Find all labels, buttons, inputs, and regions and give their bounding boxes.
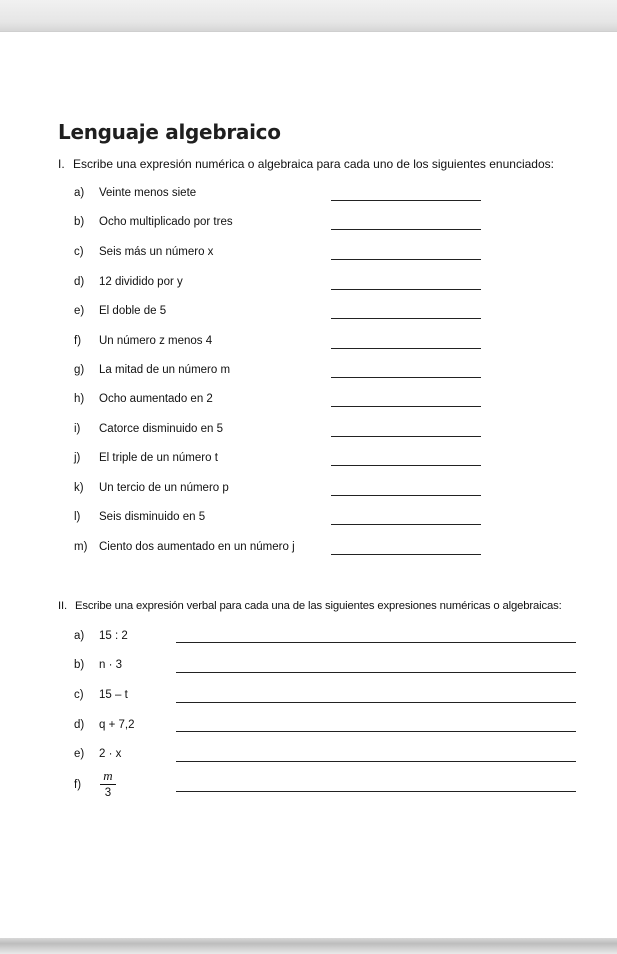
item-text: El doble de 5 — [99, 305, 167, 317]
item-letter: a) — [74, 630, 85, 642]
answer-line[interactable] — [331, 200, 481, 201]
bottom-edge — [0, 938, 617, 954]
item-expression: 2 · x — [99, 748, 122, 760]
answer-line[interactable] — [331, 554, 481, 555]
section-1-instruction: Escribe una expresión numérica o algebraica para cada uno de los siguientes enunciados: — [73, 157, 554, 171]
page-title: Lenguaje algebraico — [58, 120, 281, 144]
section-2-heading — [58, 600, 562, 612]
item-text: Un tercio de un número p — [99, 482, 229, 494]
top-edge — [0, 0, 617, 32]
item-letter: b) — [74, 659, 85, 671]
item-letter: j) — [74, 452, 81, 464]
item-text: Veinte menos siete — [99, 187, 197, 199]
answer-line[interactable] — [331, 229, 481, 230]
item-letter: e) — [74, 748, 85, 760]
fraction — [100, 769, 116, 800]
section-1-numeral: I. — [58, 157, 65, 171]
item-text: Ocho multiplicado por tres — [99, 216, 233, 228]
section-2-numeral: II. — [58, 600, 67, 612]
item-text: Seis más un número x — [99, 246, 214, 258]
item-letter: d) — [74, 719, 85, 731]
answer-line[interactable] — [331, 259, 481, 260]
item-letter: l) — [74, 511, 81, 523]
answer-line[interactable] — [176, 761, 576, 762]
item-letter: e) — [74, 305, 85, 317]
item-text: Ocho aumentado en 2 — [99, 393, 213, 405]
item-letter: c) — [74, 689, 84, 701]
answer-line[interactable] — [331, 406, 481, 407]
item-letter: i) — [74, 423, 81, 435]
item-expression: 15 : 2 — [99, 630, 128, 642]
fraction-bar — [100, 784, 116, 785]
item-letter: h) — [74, 393, 85, 405]
answer-line[interactable] — [331, 289, 481, 290]
answer-line[interactable] — [331, 465, 481, 466]
answer-line[interactable] — [331, 436, 481, 437]
answer-line[interactable] — [176, 642, 576, 643]
item-text: La mitad de un número m — [99, 364, 231, 376]
answer-line[interactable] — [176, 702, 576, 703]
item-expression: 15 – t — [99, 689, 128, 701]
item-text: Ciento dos aumentado en un número j — [99, 541, 295, 553]
item-text: 12 dividido por y — [99, 276, 183, 288]
answer-line[interactable] — [331, 495, 481, 496]
answer-line[interactable] — [331, 524, 481, 525]
item-letter: a) — [74, 187, 85, 199]
item-letter: b) — [74, 216, 85, 228]
answer-line[interactable] — [176, 731, 576, 732]
item-text: Seis disminuido en 5 — [99, 511, 206, 523]
item-letter: f) — [74, 779, 82, 791]
answer-line[interactable] — [176, 791, 576, 792]
item-expression: q + 7,2 — [99, 719, 135, 731]
section-1-heading — [58, 157, 554, 171]
item-letter: d) — [74, 276, 85, 288]
answer-line[interactable] — [331, 377, 481, 378]
section-2-instruction: Escribe una expresión verbal para cada una de las siguientes expresiones numéricas o algebraicas: — [75, 600, 562, 612]
answer-line[interactable] — [331, 318, 481, 319]
item-expression: n · 3 — [99, 659, 123, 671]
item-letter: f) — [74, 335, 82, 347]
answer-line[interactable] — [176, 672, 576, 673]
item-text: El triple de un número t — [99, 452, 218, 464]
item-letter: m) — [74, 541, 88, 553]
item-letter: c) — [74, 246, 84, 258]
item-letter: k) — [74, 482, 84, 494]
fraction-denominator: 3 — [104, 787, 112, 799]
item-text: Un número z menos 4 — [99, 335, 213, 347]
item-text: Catorce disminuido en 5 — [99, 423, 224, 435]
item-letter: g) — [74, 364, 85, 376]
fraction-numerator: m — [103, 768, 113, 783]
answer-line[interactable] — [331, 348, 481, 349]
